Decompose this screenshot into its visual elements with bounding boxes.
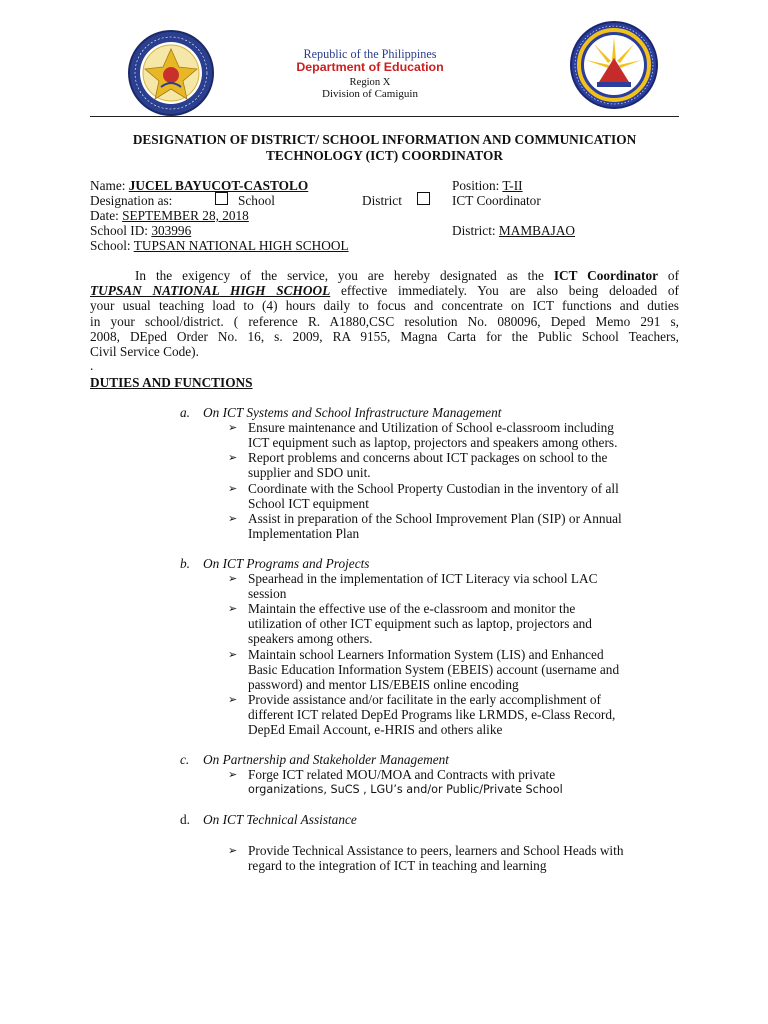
arrow-bullet-icon: ➢: [228, 844, 238, 857]
duty-item-line: Coordinate with the School Property Custodian in the inventory of all: [248, 481, 619, 496]
duty-item-text: [248, 511, 622, 541]
document-title: [90, 132, 679, 164]
duty-item-text: [248, 647, 619, 693]
duty-item-line: supplier and SDO unit.: [248, 465, 371, 481]
school-row: [90, 238, 349, 253]
document-title-line1: DESIGNATION OF DISTRICT/ SCHOOL INFORMATION AND COMMUNICATION: [132, 132, 637, 147]
header-department-text: Department of Education: [296, 60, 444, 74]
section-title: On Partnership and Stakeholder Management: [203, 752, 449, 767]
header-department: [250, 61, 490, 74]
duty-item-line: Report problems and concerns about ICT packages on school to the: [248, 450, 608, 465]
name-row: [90, 178, 308, 193]
duty-item-line: Maintain the effective use of the e-classroom and monitor the: [248, 601, 576, 616]
duty-item-line: Forge ICT related MOU/MOA and Contracts with private: [248, 767, 556, 782]
date-label: Date:: [90, 208, 119, 223]
duty-item-line: School ICT equipment: [248, 496, 369, 512]
duty-item-line: Provide Technical Assistance to peers, learners and School Heads with: [248, 843, 624, 858]
paragraph-text: of: [658, 268, 679, 283]
duty-item-line: session: [248, 586, 287, 602]
paragraph-line-4: in your school/district. ( reference R. A1880,CSC resolution No. 080096, Deped Memo 291 s,: [90, 313, 679, 329]
name-value: JUCEL BAYUCOT-CASTOLO: [128, 178, 309, 193]
header-division: [250, 88, 490, 101]
position-label: Position:: [452, 178, 500, 193]
duty-item-text: [248, 420, 617, 450]
duty-item-text: [248, 601, 592, 647]
date-row: [90, 208, 249, 223]
duty-item-text: [248, 767, 563, 797]
designation-label: Designation as:: [90, 193, 173, 208]
section-letter: d.: [180, 812, 190, 827]
section-title: On ICT Technical Assistance: [203, 812, 357, 827]
paragraph-text: In the exigency of the service, you are hereby designated as the: [135, 268, 554, 283]
header-division-text: Division of Camiguin: [322, 88, 418, 100]
duty-item-line: regard to the integration of ICT in teaching and learning: [248, 858, 547, 874]
paragraph-text: effective immediately. You are also being deloaded of: [330, 283, 679, 299]
arrow-bullet-icon: ➢: [228, 602, 238, 615]
school-id-value: 303996: [151, 223, 192, 238]
duty-item-line: organizations, SuCS , LGU’s and/or Public/Private School: [248, 783, 563, 797]
duty-item-line: Spearhead in the implementation of ICT Literacy via school LAC: [248, 571, 598, 586]
arrow-bullet-icon: ➢: [228, 512, 238, 525]
duty-item-line: password) and mentor LIS/EBEIS online encoding: [248, 677, 519, 693]
arrow-bullet-icon: ➢: [228, 482, 238, 495]
duties-heading: DUTIES AND FUNCTIONS: [90, 375, 253, 390]
header-divider: [90, 116, 679, 117]
school-option-label: School: [238, 193, 275, 208]
district-row: [452, 223, 575, 238]
duty-item-line: Maintain school Learners Information System (LIS) and Enhanced: [248, 647, 604, 662]
designation-paragraph: [90, 268, 679, 372]
school-label: School:: [90, 238, 131, 253]
duty-item-text: [248, 692, 615, 738]
duty-item-line: DepEd Email Account, e-HRIS and others alike: [248, 722, 503, 738]
section-title: On ICT Programs and Projects: [203, 556, 370, 571]
section-letter: b.: [180, 556, 190, 571]
role-label: ICT Coordinator: [452, 193, 541, 208]
district-label: District:: [452, 223, 496, 238]
duty-item-line: utilization of other ICT equipment such as laptop, projectors and: [248, 616, 592, 632]
duty-item-line: speakers among others.: [248, 631, 373, 647]
school-id-row: [90, 223, 191, 238]
section-letter: c.: [180, 752, 190, 767]
ict-coordinator-emphasis: ICT Coordinator: [553, 268, 659, 283]
section-title: On ICT Systems and School Infrastructure Management: [203, 405, 502, 420]
position-row: [452, 178, 523, 193]
duty-item-text: [248, 481, 619, 511]
school-name-emphasis: TUPSAN NATIONAL HIGH SCHOOL: [90, 283, 331, 299]
header-republic-text: Republic of the Philippines: [303, 47, 437, 61]
duty-item-line: ICT equipment such as laptop, projectors and speakers among others.: [248, 435, 618, 451]
duty-item-text: [248, 843, 623, 873]
school-checkbox[interactable]: [215, 192, 228, 207]
school-value: TUPSAN NATIONAL HIGH SCHOOL: [133, 238, 349, 253]
arrow-bullet-icon: ➢: [228, 648, 238, 661]
arrow-bullet-icon: ➢: [228, 693, 238, 706]
duty-item-line: Provide assistance and/or facilitate in the early accomplishment of: [248, 692, 601, 707]
paragraph-line-2: [90, 283, 679, 298]
duty-item-line: Basic Education Information System (EBEIS) account (username and: [248, 662, 620, 678]
district-option-label: District: [362, 193, 402, 208]
duty-item-text: [248, 571, 597, 601]
header-region-text: Region X: [349, 77, 391, 88]
school-id-label: School ID:: [90, 223, 148, 238]
date-value: SEPTEMBER 28, 2018: [122, 208, 249, 223]
duty-item-line: Assist in preparation of the School Improvement Plan (SIP) or Annual: [248, 511, 622, 526]
paragraph-line-6: Civil Service Code).: [90, 344, 199, 360]
duty-item-line: Ensure maintenance and Utilization of School e-classroom including: [248, 420, 614, 435]
division-camiguin-seal-logo: [569, 20, 659, 110]
paragraph-line-1: [90, 268, 679, 283]
paragraph-line-3: your usual teaching load to (4) hours daily to focus and concentrate on ICT functions and duties: [90, 298, 679, 314]
arrow-bullet-icon: ➢: [228, 768, 238, 781]
name-label: Name:: [90, 178, 126, 193]
document-title-line2: TECHNOLOGY (ICT) COORDINATOR: [266, 148, 503, 163]
arrow-bullet-icon: ➢: [228, 572, 238, 585]
paragraph-dot: .: [90, 358, 94, 374]
arrow-bullet-icon: ➢: [228, 451, 238, 464]
paragraph-line-5: 2008, DEped Order No. 16, s. 2009, RA 9155, Magna Carta for the Public School Teachers,: [90, 328, 679, 344]
arrow-bullet-icon: ➢: [228, 421, 238, 434]
position-value: T-II: [502, 178, 523, 193]
district-value: MAMBAJAO: [498, 223, 576, 238]
duty-item-text: [248, 450, 607, 480]
district-checkbox[interactable]: [417, 192, 430, 207]
deped-seal-logo: [127, 29, 215, 117]
duty-item-line: Implementation Plan: [248, 526, 360, 542]
duty-item-line: different ICT related DepEd Programs like LRMDS, e-Class Record,: [248, 707, 616, 723]
section-letter: a.: [180, 405, 190, 420]
